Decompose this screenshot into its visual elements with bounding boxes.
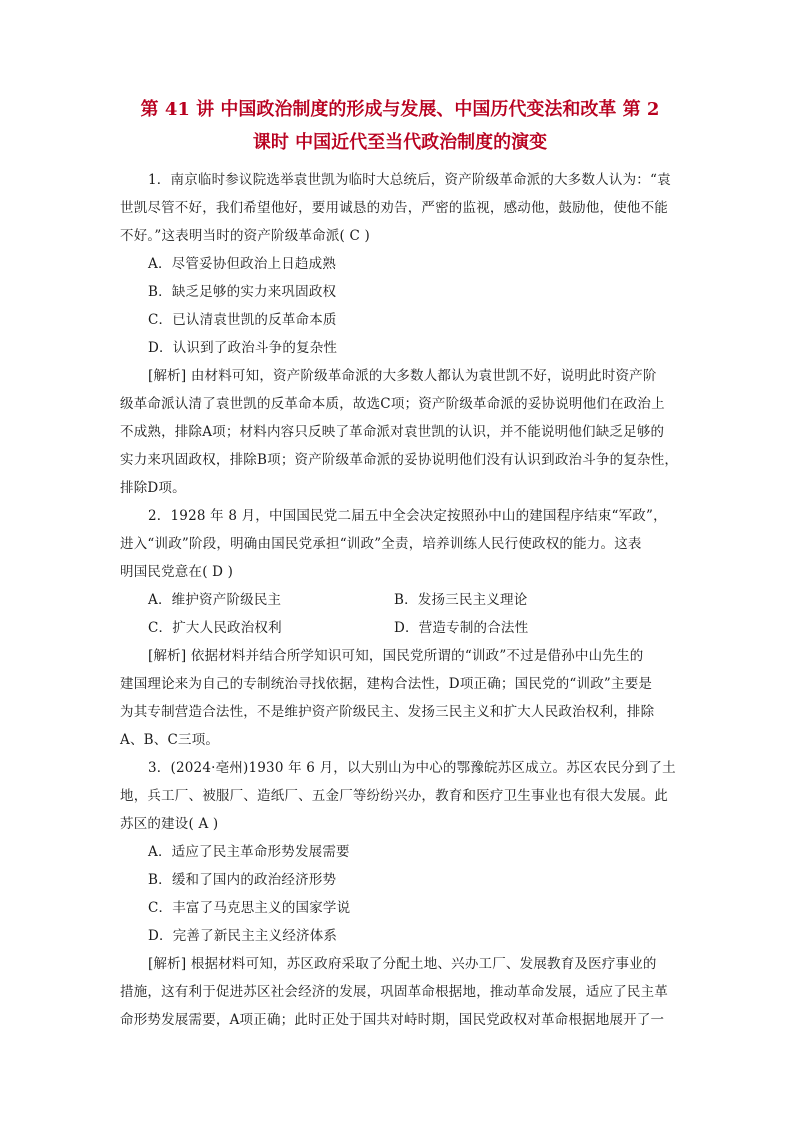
q2-stem-line-3: 明国民党意在( D ): [120, 564, 234, 580]
q1-explanation-line-4: 实力来巩固政权，排除B项；资产阶级革命派的妥协说明他们没有认识到政治斗争的复杂性，: [120, 452, 679, 468]
q2-option-d: D．营造专制的合法性: [394, 620, 529, 636]
q2-explanation-line-1: [解析] 依据材料并结合所学知识可知，国民党所谓的“训政”不过是借孙中山先生的: [148, 648, 644, 664]
q2-explanation-line-3: 为其专制营造合法性，不是维护资产阶级民主、发扬三民主义和扩大人民政治权利，排除: [120, 704, 655, 720]
q1-option-b: B．缺乏足够的实力来巩固政权: [148, 284, 337, 300]
page-title-line-1: 第 41 讲 中国政治制度的形成与发展、中国历代变法和改革 第 2: [140, 99, 660, 120]
q3-option-c: C．丰富了马克思主义的国家学说: [148, 900, 351, 916]
q1-stem-line-2: 世凯尽管不好，我们希望他好，要用诚恳的劝告，严密的监视，感动他，鼓励他，使他不能: [120, 200, 668, 216]
q2-explanation-line-2: 建国理论来为自己的专制统治寻找依据，建构合法性，D项正确；国民党的“训政”主要是: [120, 676, 653, 692]
q1-explanation-line-2: 级革命派认清了袁世凯的反革命本质，故选C项；资产阶级革命派的妥协说明他们在政治上: [120, 396, 665, 412]
q1-option-a: A．尽管妥协但政治上日趋成熟: [148, 256, 337, 272]
page-title-line-2: 课时 中国近代至当代政治制度的演变: [252, 132, 548, 153]
q3-stem-line-2: 地，兵工厂、被服厂、造纸厂、五金厂等纷纷兴办，教育和医疗卫生事业也有很大发展。此: [120, 788, 668, 804]
q1-explanation-line-1: [解析] 由材料可知，资产阶级革命派的大多数人都认为袁世凯不好，说明此时资产阶: [148, 368, 657, 384]
q2-explanation-line-4: A、B、C三项。: [120, 732, 220, 748]
q3-stem-line-1: 3．(2024·亳州)1930 年 6 月，以大别山为中心的鄂豫皖苏区成立。苏区农民分到了土: [148, 760, 676, 776]
q1-option-d: D．认识到了政治斗争的复杂性: [148, 340, 338, 356]
q3-explanation-line-3: 命形势发展需要，A项正确；此时正处于国共对峙时期，国民党政权对革命根据地展开了一: [120, 1012, 665, 1028]
q3-option-a: A．适应了民主革命形势发展需要: [148, 844, 350, 860]
q2-option-b: B．发扬三民主义理论: [394, 592, 528, 608]
q1-explanation-line-3: 不成熟，排除A项；材料内容只反映了革命派对袁世凯的认识，并不能说明他们缺乏足够的: [120, 424, 665, 440]
q1-stem-line-3: 不好。”这表明当时的资产阶级革命派( C ): [120, 228, 370, 244]
q2-option-c: C．扩大人民政治权利: [148, 620, 282, 636]
q2-stem-line-1: 2．1928 年 8 月，中国国民党二届五中全会决定按照孙中山的建国程序结束“军政”，: [148, 508, 667, 524]
q1-stem-line-1: 1．南京临时参议院选举袁世凯为临时大总统后，资产阶级革命派的大多数人认为：“袁: [148, 172, 671, 188]
q3-option-b: B．缓和了国内的政治经济形势: [148, 872, 337, 888]
q2-option-a: A．维护资产阶级民主: [148, 592, 282, 608]
q3-stem-line-3: 苏区的建设( A ): [120, 816, 219, 832]
q2-stem-line-2: 进入“训政”阶段，明确由国民党承担“训政”全责，培养训练人民行使政权的能力。这表: [120, 536, 642, 552]
q3-option-d: D．完善了新民主主义经济体系: [148, 928, 338, 944]
q1-option-c: C．已认清袁世凯的反革命本质: [148, 312, 337, 328]
q3-explanation-line-1: [解析] 根据材料可知，苏区政府采取了分配土地、兴办工厂、发展教育及医疗事业的: [148, 956, 657, 972]
q1-explanation-line-5: 排除D项。: [120, 480, 186, 496]
q3-explanation-line-2: 措施，这有利于促进苏区社会经济的发展，巩固革命根据地，推动革命发展，适应了民主革: [120, 984, 668, 1000]
